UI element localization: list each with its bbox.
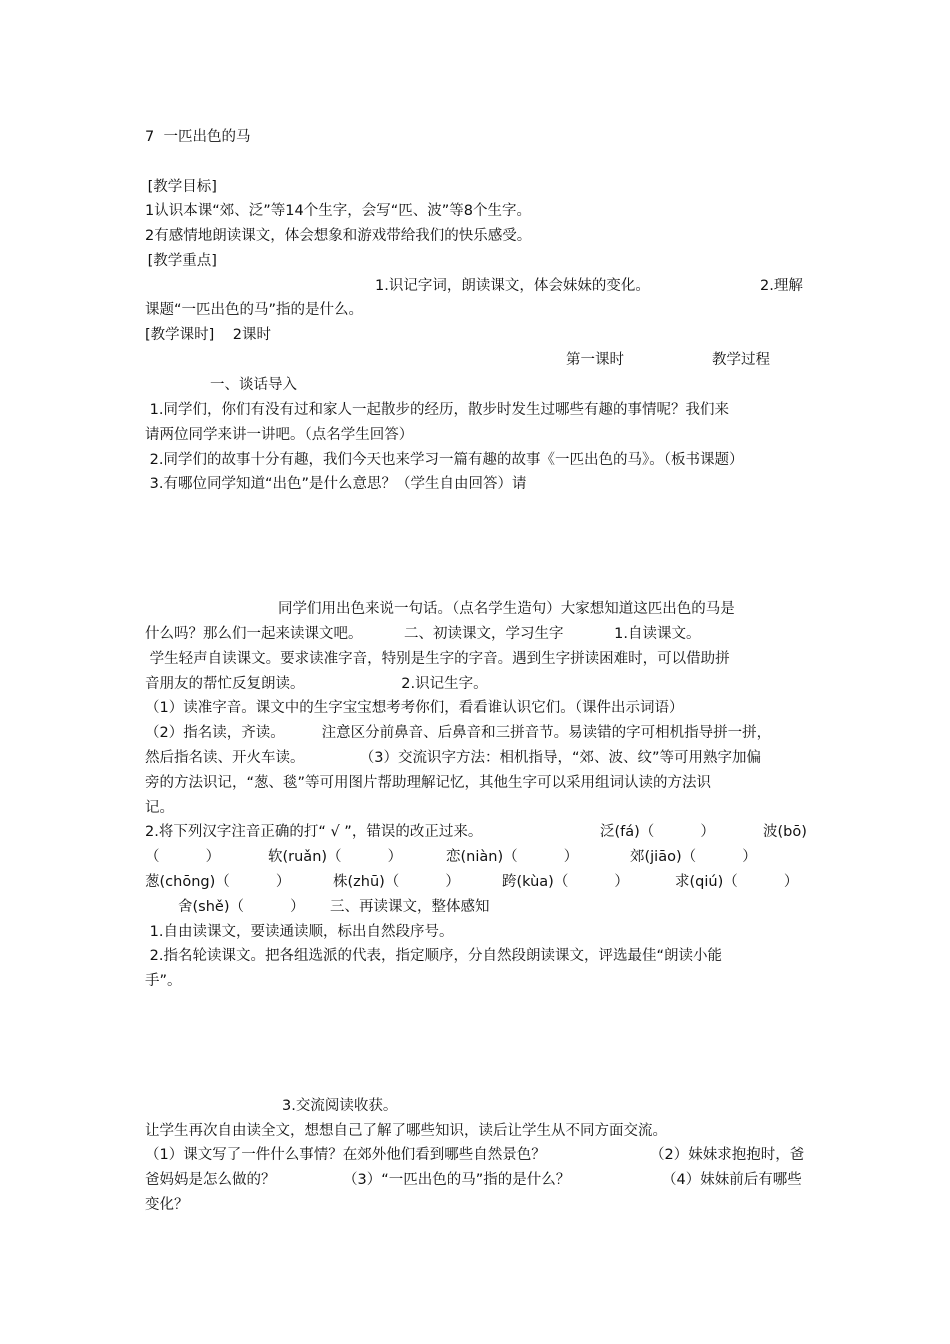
pinyin-item-qiu: 求(qiú)（ ） (675, 874, 799, 890)
paragraph-7-line-3: 旁的方法识记，“葱、毯”等可用图片帮助理解记忆，其他生字可以采用组词认读的方法识 (145, 775, 712, 791)
paragraph-1-line-2: 请两位同学来讲一讲吧。（点名学生回答） (145, 427, 414, 443)
pinyin-item-fan: 泛(fá)（ ） (600, 824, 715, 840)
pinyin-item-kua: 跨(kùa)（ ） (502, 874, 629, 890)
paragraph-3: 3.有哪位同学知道“出色”是什么意思？（学生自由回答）请 (145, 476, 527, 492)
pinyin-item-lian: 恋(niàn)（ ） (446, 849, 579, 865)
paragraph-7-line-1: （2）指名读，齐读。 注意区分前鼻音、后鼻音和三拼音节。易读错的字可相机指导拼一拼， (145, 725, 772, 741)
pinyin-exercise-instruction: 2.将下列汉字注音正确的打“ √ ”，错误的改正过来。 (145, 824, 483, 840)
paragraph-2: 2.同学们的故事十分有趣，我们今天也来学习一篇有趣的故事《一匹出色的马》。（板书课题） (145, 452, 744, 468)
paragraph-7-line-4: 记。 (145, 800, 174, 816)
keypoint-2-end: 课题“一匹出色的马”指的是什么。 (145, 302, 364, 318)
pinyin-item-zhu: 株(zhū)（ ） (333, 874, 460, 890)
section-1-heading: 一、谈话导入 (210, 377, 297, 393)
paragraph-5-line-2: 音朋友的帮忙反复朗读。 2.识记生字。 (145, 676, 488, 692)
pinyin-item-bo-answer: （ ） (145, 849, 221, 865)
lesson-title: 7 一匹出色的马 (145, 129, 251, 145)
paragraph-9: 1.自由读课文，要读通读顺，标出自然段序号。 (145, 924, 454, 940)
question-4-end: 变化？ (145, 1197, 189, 1213)
lesson-one-heading: 第一课时 (566, 352, 624, 368)
question-2-start: （2）妹妹求抱抱时，爸 (650, 1147, 805, 1163)
keypoint-2-start: 2.理解 (760, 278, 803, 294)
paragraph-12: 让学生再次自由读全文，想想自己了解了哪些知识，读后让学生从不同方面交流。 (145, 1123, 667, 1139)
question-4-start: （4）妹妹前后有哪些 (662, 1172, 802, 1188)
paragraph-1-line-1: 1.同学们，你们有没有过和家人一起散步的经历，散步时发生过哪些有趣的事情呢？我们来 (145, 402, 729, 418)
paragraph-4-line-1: 同学们用出色来说一句话。（点名学生造句）大家想知道这匹出色的马是 (278, 601, 735, 617)
pinyin-item-bo: 波(bō) (763, 824, 807, 840)
pinyin-item-jiao: 郊(jiāo)（ ） (630, 849, 757, 865)
paragraph-10-line-1: 2.指名轮读课文。把各组选派的代表，指定顺序，分自然段朗读课文，评选最佳“朗读小能 (145, 948, 722, 964)
lesson-hours: [教学课时] 2课时 (145, 327, 271, 343)
paragraph-11: 3.交流阅读收获。 (282, 1098, 398, 1114)
section-3-heading: 三、再读课文，整体感知 (330, 899, 490, 915)
question-3: （3）“一匹出色的马”指的是什么？ (343, 1172, 571, 1188)
paragraph-10-line-2: 手”。 (145, 973, 182, 989)
question-1: （1）课文写了一件什么事情？在郊外他们看到哪些自然景色？ (145, 1147, 546, 1163)
keypoint-1: 1.识记字词，朗读课文，体会妹妹的变化。 (375, 278, 650, 294)
pinyin-item-cong: 葱(chōng)（ ） (145, 874, 291, 890)
question-2-end: 爸妈妈是怎么做的？ (145, 1172, 276, 1188)
objectives-header: [教学目标] (143, 179, 217, 195)
process-heading: 教学过程 (712, 352, 770, 368)
paragraph-4-line-2: 什么吗？那么们一起来读课文吧。 二、初读课文，学习生字 1.自读课文。 (145, 626, 701, 642)
keypoints-header: [教学重点] (143, 253, 217, 269)
objective-1: 1认识本课“郊、泛”等14个生字，会写“匹、波”等8个生字。 (145, 203, 531, 219)
paragraph-6: （1）读准字音。课文中的生字宝宝想考考你们，看看谁认识它们。（课件出示词语） (145, 700, 684, 716)
objective-2: 2有感情地朗读课文，体会想象和游戏带给我们的快乐感受。 (145, 228, 532, 244)
pinyin-item-ruan: 软(ruǎn)（ ） (268, 849, 403, 865)
pinyin-item-she: 舍(shě)（ ） (178, 899, 305, 915)
paragraph-7-line-2: 然后指名读、开火车读。 （3）交流识字方法：相机指导，“郊、波、纹”等可用熟字加偏 (145, 750, 762, 766)
paragraph-5-line-1: 学生轻声自读课文。要求读准字音，特别是生字的字音。遇到生字拼读困难时，可以借助拼 (145, 651, 730, 667)
